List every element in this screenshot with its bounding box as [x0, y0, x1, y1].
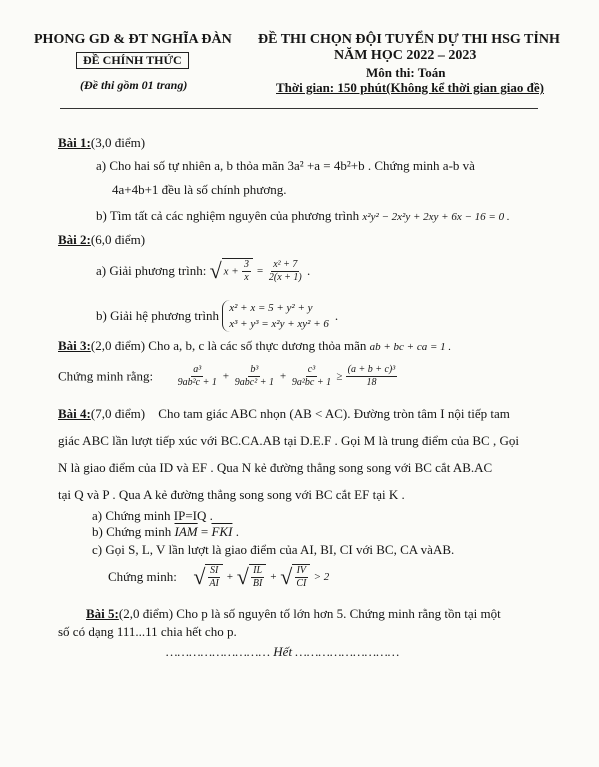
problem-5-line-2: số có dạng 111...11 chia hết cho p.: [58, 624, 237, 639]
problem-4-line-3: N là giao điểm của ID và EF . Qua N kẻ đường thẳng song song với BC cắt AB.AC: [58, 460, 493, 475]
problem-4a: a) Chứng minh IP=IQ .: [92, 508, 213, 523]
problem-3-inequality: Chứng minh rằng: $\frac{\text{a³}}{\text{9ab²c + 1}}$ + $\frac{\text{b³}}{\text{9abc² + 1}}$ + $\frac{\text{c³}}{\text{9a²bc + 1}}$ ≥ $\frac{\text{(a + b + c)³}}{18}$: [58, 364, 396, 388]
problem-1-heading: Bài 1:(3,0 điểm): [58, 135, 146, 150]
pages-note: (Đề thi gồm 01 trang): [80, 78, 188, 92]
subject: Môn thi: Toán: [366, 65, 446, 80]
problem-2-heading: Bài 2:(6,0 điểm): [58, 232, 146, 247]
problem-2b: b) Giải hệ phương trình x² + x = 5 + y² + y x³ + y³ = x²y + xy² + 6 .: [96, 302, 339, 330]
problem-1a-cont: 4a+4b+1 đều là số chính phương.: [112, 182, 287, 197]
exam-time: Thời gian: 150 phút(Không kể thời gian giao đề): [276, 80, 544, 95]
problem-4-line-4: tại Q và P . Qua A kẻ đường thẳng song song với BC cắt EF tại K .: [58, 487, 405, 502]
problem-1b: b) Tìm tất cả các nghiệm nguyên của phương trình x²y² − 2x²y + 2xy + 6x − 16 = 0 .: [96, 208, 510, 223]
school-year: NĂM HỌC 2022 – 2023: [334, 48, 477, 63]
official-exam-label: ĐỀ CHÍNH THỨC: [76, 52, 189, 69]
problem-4-heading: Bài 4:(7,0 điểm) Cho tam giác ABC nhọn (AB < AC). Đường tròn tâm I nội tiếp tam: [58, 406, 510, 421]
problem-4c: c) Gọi S, L, V lần lượt là giao điểm của AI, BI, CI với BC, CA vàAB.: [92, 542, 455, 557]
problem-4c-inequality: Chứng minh: √ $\frac{SI}{AI}$ + √ $\frac{IL}{BI}$ + √ $\frac{IV}{CI}$ > 2: [108, 564, 330, 589]
equation-system: x² + x = 5 + y² + y x³ + y³ = x²y + xy² + 6: [222, 300, 335, 332]
problem-2a: a) Giải phương trình: √ x + $\frac{3}{x}$ = $\frac{\text{x² + 7}}{2(x + 1)}$ .: [96, 258, 311, 283]
end-marker: ……………………… Hết ………………………: [166, 644, 400, 659]
header-divider: [60, 108, 538, 109]
exam-title: ĐỀ THI CHỌN ĐỘI TUYỂN DỰ THI HSG TỈNH: [258, 32, 560, 47]
problem-4b: b) Chứng minh $\overline{IAM} = \overline{FKI}$ .: [92, 524, 239, 539]
problem-4-line-2: giác ABC lần lượt tiếp xúc với BC.CA.AB tại D.E.F . Gọi M là trung điểm của BC , Gọi: [58, 433, 519, 448]
department-name: PHONG GD & ĐT NGHĨA ĐÀN: [34, 32, 232, 47]
problem-5-heading: Bài 5:(2,0 điểm) Cho p là số nguyên tố lớn hơn 5. Chứng minh rằng tồn tại một: [86, 606, 501, 621]
problem-3-heading: Bài 3:(2,0 điểm) Cho a, b, c là các số thực dương thỏa mãn ab + bc + ca = 1 .: [58, 338, 452, 353]
problem-1a: a) Cho hai số tự nhiên a, b thỏa mãn 3a² +a = 4b²+b . Chứng minh a-b và: [96, 158, 475, 173]
